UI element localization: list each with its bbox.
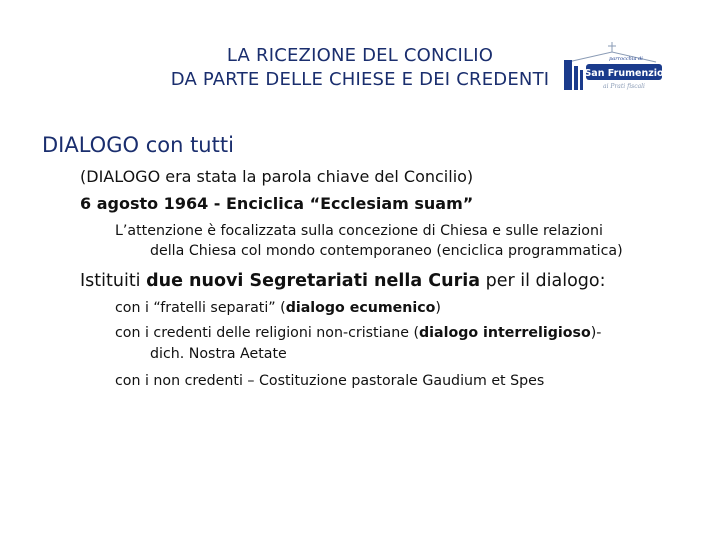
text-line-interreligioso xyxy=(115,325,601,341)
text-line-attenzione: L’attenzione è focalizzata sulla concezione di Chiesa e sulle relazioni xyxy=(115,223,603,239)
slide-title xyxy=(100,44,620,92)
text-line-ecumenico xyxy=(115,300,441,316)
title-line-2: DA PARTE DELLE CHIESE E DEI CREDENTI xyxy=(170,69,550,90)
slide-heading: DIALOGO con tutti xyxy=(42,133,234,157)
segretariati-prefix: Istituiti xyxy=(80,271,147,291)
segretariati-suffix: per il dialogo: xyxy=(480,271,606,291)
ecumenico-bold: dialogo ecumenico xyxy=(285,300,436,316)
segretariati-bold: due nuovi Segretariati nella Curia xyxy=(146,271,481,291)
text-line-segretariati xyxy=(80,271,606,291)
logo-name: San Frumenzio xyxy=(584,68,664,79)
text-line-attenzione-cont: della Chiesa col mondo contemporaneo (enciclica programmatica) xyxy=(150,243,623,259)
text-line-nostra-aetate: dich. Nostra Aetate xyxy=(150,346,287,362)
interreligioso-bold: dialogo interreligioso xyxy=(419,325,591,341)
title-line-1: LA RICEZIONE DEL CONCILIO xyxy=(226,45,494,66)
text-line-enciclica: 6 agosto 1964 - Enciclica “Ecclesiam suam” xyxy=(80,194,474,213)
logo-subtitle: ai Prati fiscali xyxy=(603,83,645,90)
ecumenico-suffix: ) xyxy=(435,300,441,316)
text-line-concilio: (DIALOGO era stata la parola chiave del Concilio) xyxy=(80,167,474,186)
text-line-non-credenti: con i non credenti – Costituzione pastorale Gaudium et Spes xyxy=(115,373,545,389)
interreligioso-suffix: )- xyxy=(590,325,602,341)
logo-small-text: parrocchia di xyxy=(609,56,643,62)
parish-logo xyxy=(560,40,664,96)
interreligioso-prefix: con i credenti delle religioni non-cristiane ( xyxy=(115,325,419,341)
ecumenico-prefix: con i “fratelli separati” ( xyxy=(115,300,286,316)
